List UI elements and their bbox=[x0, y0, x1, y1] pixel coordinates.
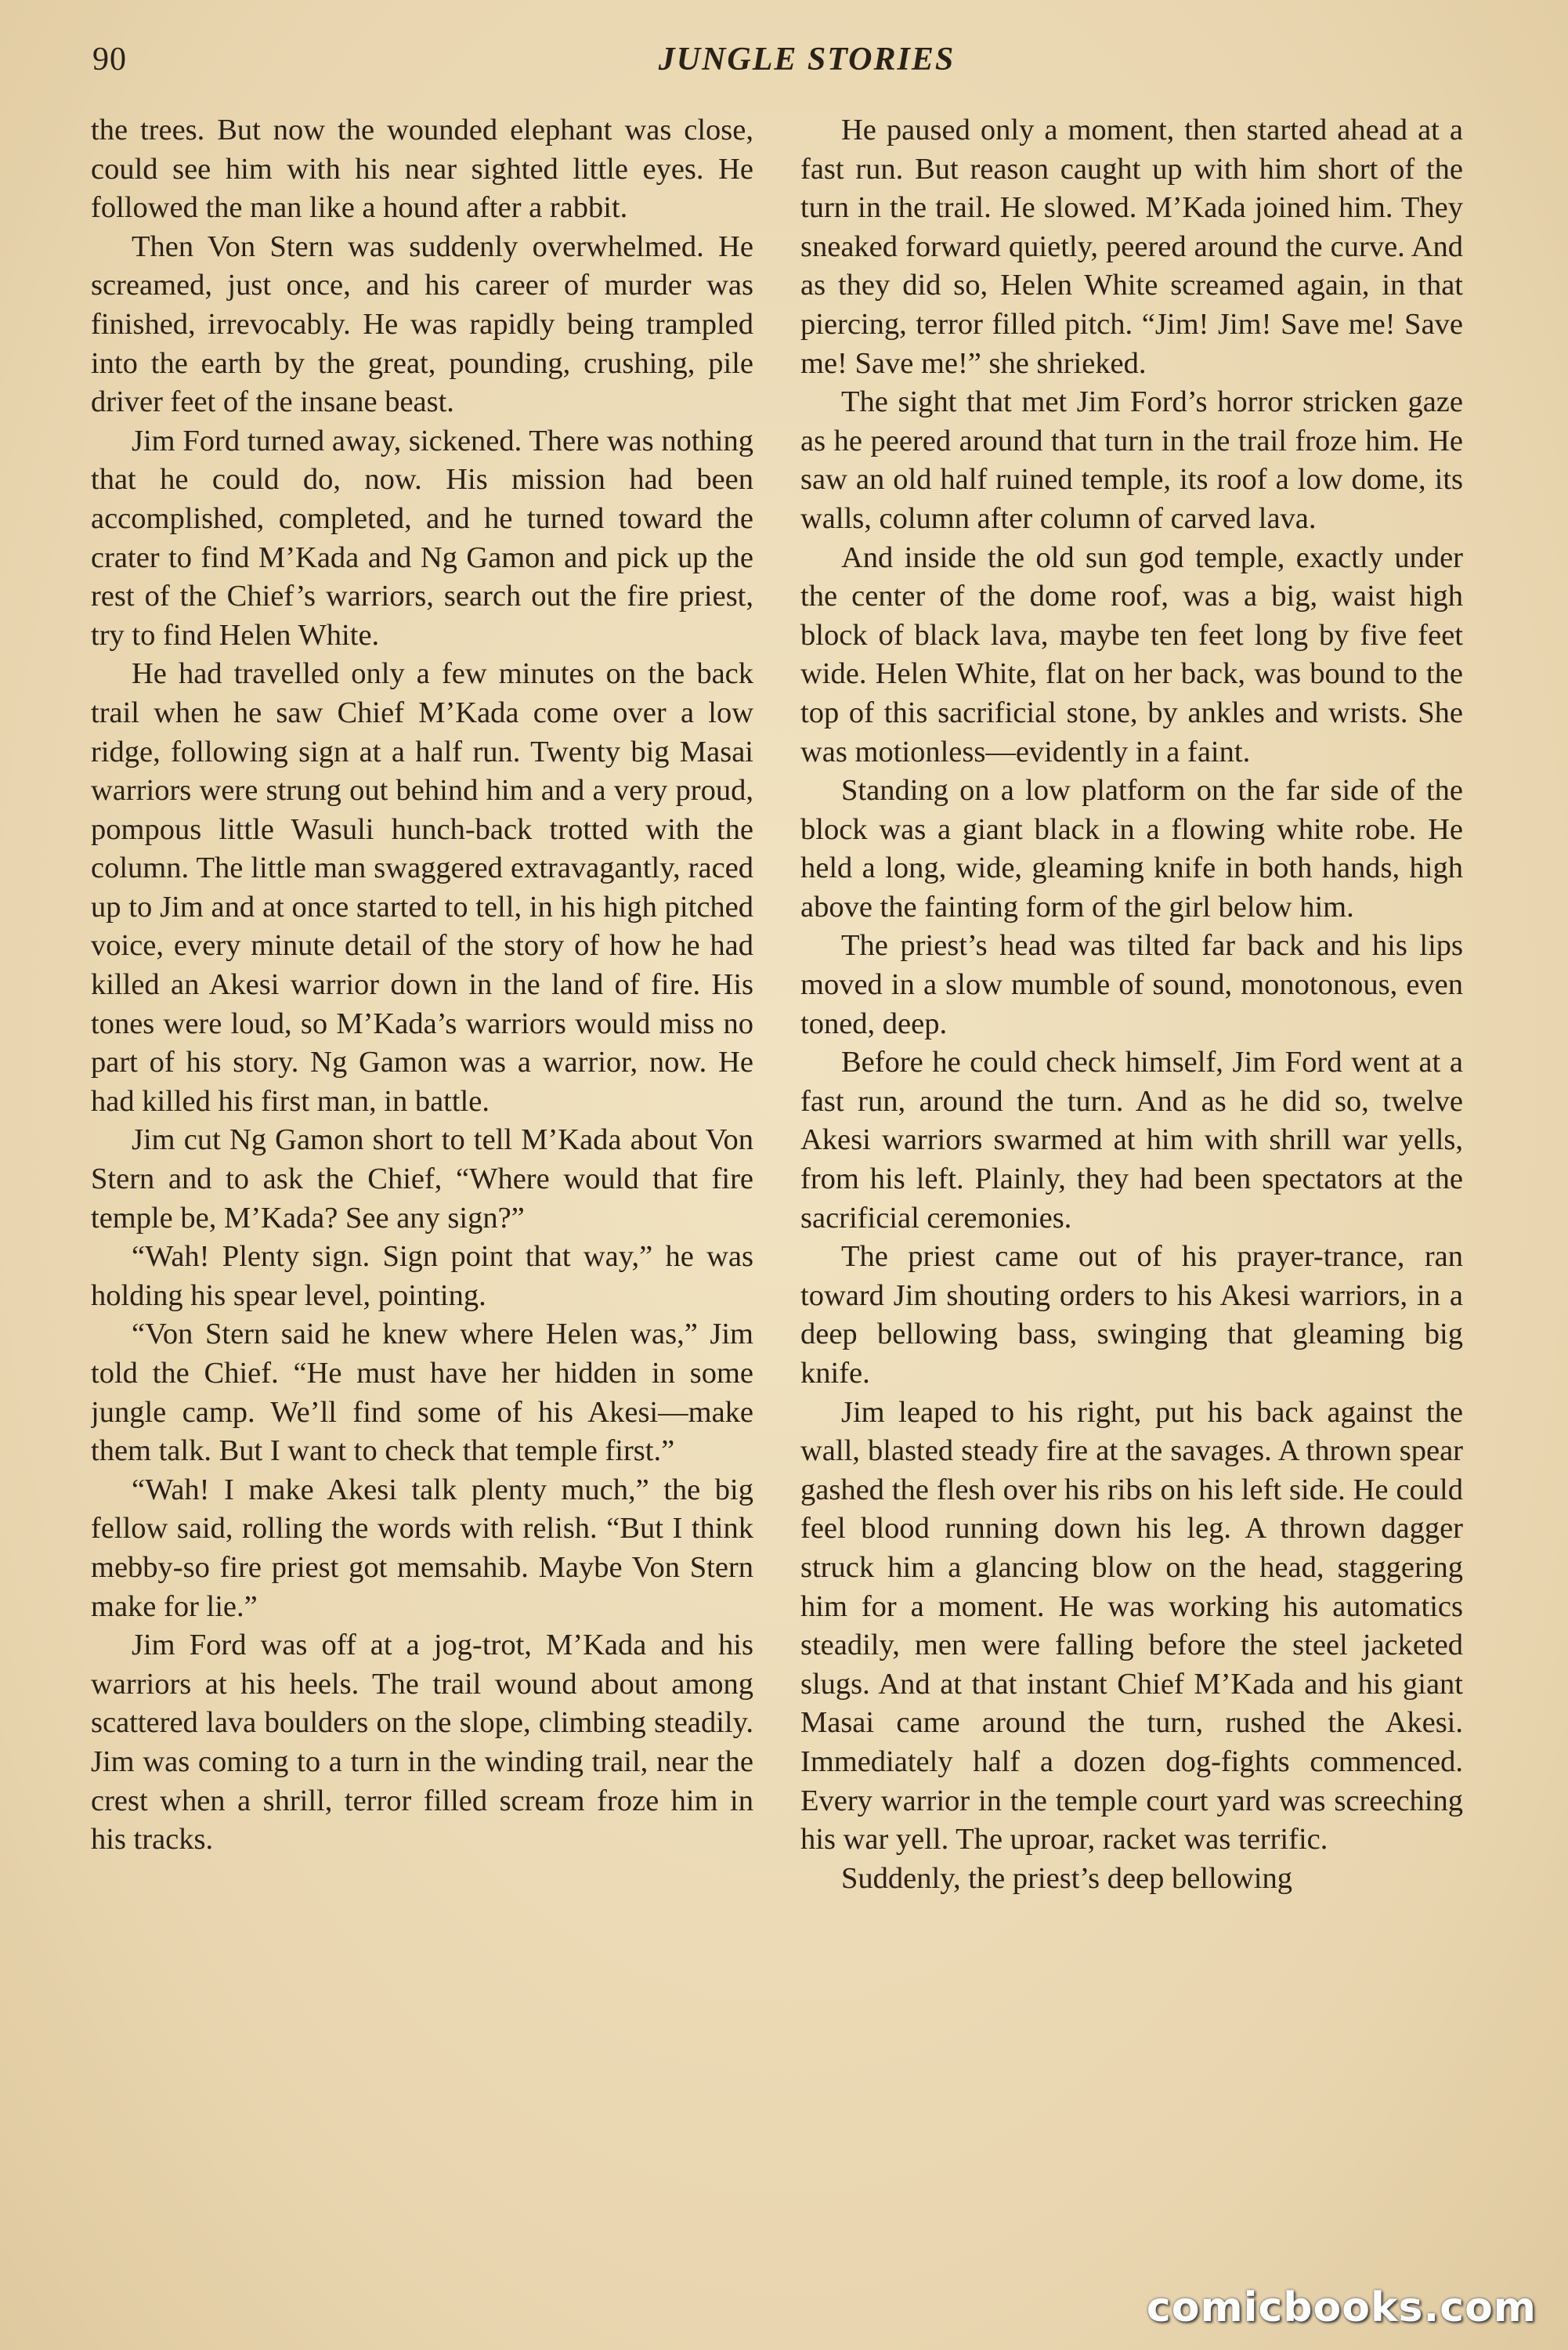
paragraph: Standing on a low platform on the far side of the block was a giant black in a flowing white robe. He held a long, wide, gleaming knife in both hands, high above the fainting form of the girl below him. bbox=[800, 774, 1463, 924]
left-column bbox=[91, 111, 753, 2273]
watermark: comicbooks.com bbox=[1146, 2284, 1537, 2331]
right-column bbox=[800, 111, 1463, 2273]
paragraph: Suddenly, the priest’s deep bellowing bbox=[841, 1861, 1292, 1895]
paragraph: He paused only a moment, then started ahead at a fast run. But reason caught up with him short of the turn in the trail. He slowed. M’Kada joined him. They sneaked forward quietly, peered around the curve. And as they did so, Helen White screamed again, in that piercing, terror filled pitch. “Jim! Jim! Save me! Save me! Save me!” she shrieked. bbox=[800, 114, 1463, 380]
page-header bbox=[92, 41, 1490, 88]
paragraph: “Von Stern said he knew where Helen was,” Jim told the Chief. “He must have her hidden in some jungle camp. We’ll find some of his Akesi—make them talk. But I want to check that temple first.” bbox=[91, 1318, 753, 1468]
paragraph: “Wah! I make Akesi talk plenty much,” the big fellow said, rolling the words with relish. “But I think mebby-so fire priest got memsahib. Maybe Von Stern make for lie.” bbox=[91, 1473, 753, 1623]
paragraph: Jim Ford turned away, sickened. There was nothing that he could do, now. His mission had been accomplished, completed, and he turned toward the crater to find M’Kada and Ng Gamon and pick up the rest of the Chief’s warriors, search out the fire priest, try to find Helen White. bbox=[91, 424, 753, 652]
paragraph: He had travelled only a few minutes on the back trail when he saw Chief M’Kada come over a low ridge, following sign at a half run. Twenty big Masai warriors were strung out behind him and a very proud, pompous little Wasuli hunch-back trotted with the column. The little man swaggered extravagantly, raced up to Jim and at once started to tell, in his high pitched voice, every minute detail of the story of how he had killed an Akesi warrior down in the land of fire. His tones were loud, so M’Kada’s warriors would miss no part of his story. Ng Gamon was a warrior, now. He had killed his first man, in battle. bbox=[91, 657, 753, 1118]
paragraph: Then Von Stern was suddenly overwhelmed. He screamed, just once, and his career of murder was finished, irrevocably. He was rapidly being trampled into the earth by the great, pounding, crushing, pile driver feet of the insane beast. bbox=[91, 230, 753, 419]
page-number: 90 bbox=[92, 42, 127, 78]
paragraph: Jim leaped to his right, put his back against the wall, blasted steady fire at the savages. A thrown spear gashed the flesh over his ribs on his left side. He could feel blood running down his leg. A thrown dagger struck him a glancing blow on the head, staggering him for a moment. He was working his automatics steadily, men were falling before the steel jacketed slugs. And at that instant Chief M’Kada and his giant Masai came around the turn, rushed the Akesi. Immediately half a dozen dog-fights commenced. Every warrior in the temple court yard was screeching his war yell. The uproar, racket was terrific. bbox=[800, 1395, 1463, 1856]
paragraph: “Wah! Plenty sign. Sign point that way,” he was holding his spear level, pointing. bbox=[91, 1240, 753, 1312]
paragraph: The sight that met Jim Ford’s horror stricken gaze as he peered around that turn in the trail froze him. He saw an old half ruined temple, its roof a low dome, its walls, column after column of carved lava. bbox=[800, 385, 1463, 535]
paragraph: And inside the old sun god temple, exactly under the center of the dome roof, was a big, waist high block of black lava, maybe ten feet long by five feet wide. Helen White, flat on her back, was bound to the top of this sacrificial stone, by ankles and wrists. She was motionless—evidently in a faint. bbox=[800, 540, 1463, 768]
paragraph: the trees. But now the wounded elephant was close, could see him with his near sighted little eyes. He followed the man like a hound after a rabbit. bbox=[91, 114, 753, 225]
paragraph: The priest’s head was tilted far back and his lips moved in a slow mumble of sound, monotonous, even toned, deep. bbox=[800, 929, 1463, 1040]
paragraph: Jim cut Ng Gamon short to tell M’Kada about Von Stern and to ask the Chief, “Where would that fire temple be, M’Kada? See any sign?” bbox=[91, 1123, 753, 1235]
running-title: JUNGLE STORIES bbox=[658, 42, 956, 78]
paragraph: The priest came out of his prayer-trance, ran toward Jim shouting orders to his Akesi warriors, in a deep bellowing bass, swinging that gleaming big knife. bbox=[800, 1240, 1463, 1390]
paragraph: Jim Ford was off at a jog-trot, M’Kada and his warriors at his heels. The trail wound about among scattered lava boulders on the slope, climbing steadily. Jim was coming to a turn in the winding trail, near the crest when a shrill, terror filled scream froze him in his tracks. bbox=[91, 1629, 753, 1856]
paragraph: Before he could check himself, Jim Ford went at a fast run, around the turn. And as he did so, twelve Akesi warriors swarmed at him with shrill war yells, from his left. Plainly, they had been spectators at the sacrificial ceremonies. bbox=[800, 1046, 1463, 1235]
